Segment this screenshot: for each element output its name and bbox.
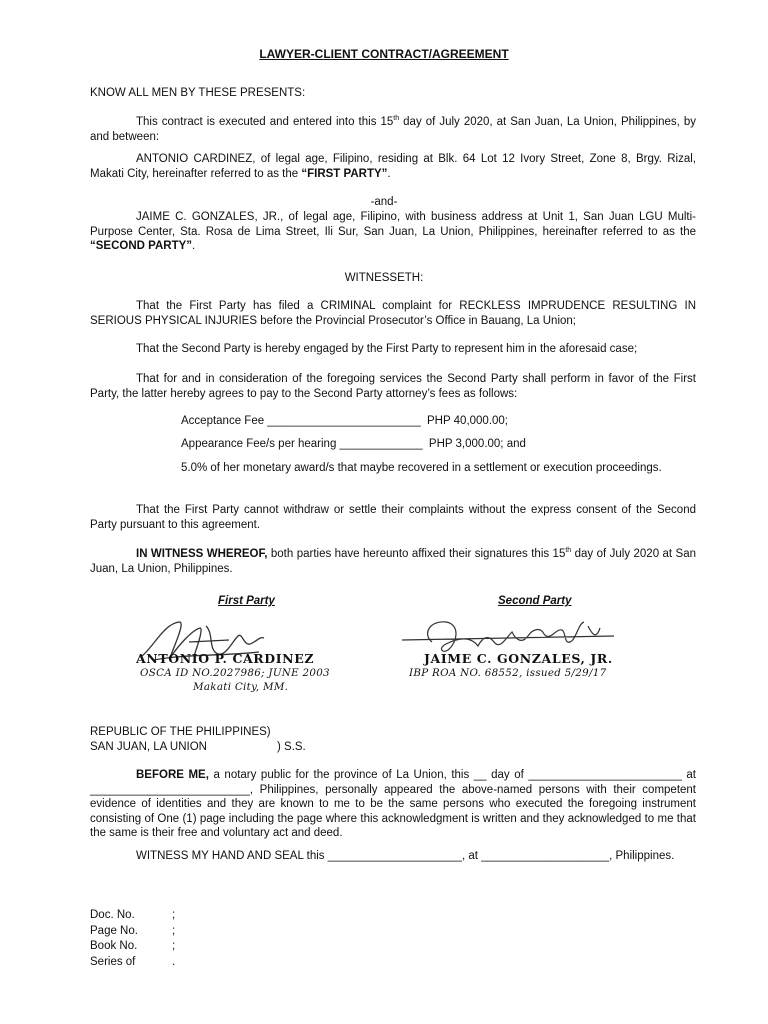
before-me-lead: BEFORE ME,	[136, 769, 209, 781]
fee-amount: PHP 40,000.00;	[427, 415, 509, 427]
engagement-paragraph: That the Second Party is hereby engaged by the First Party to represent him in the aforesaid case;	[136, 343, 638, 355]
fee-row-acceptance	[181, 414, 508, 429]
registry-label: Book No.	[90, 940, 138, 952]
witness-hand-paragraph: WITNESS MY HAND AND SEAL this _____________________, at ____________________, Philippines.	[136, 850, 675, 862]
document-title: LAWYER-CLIENT CONTRACT/AGREEMENT	[259, 47, 509, 61]
second-party-name: JAIME C. GONZALES, JR.	[424, 651, 613, 666]
registry-mark: .	[172, 956, 176, 968]
witness-whereof-text-b: day of July 2020 at San Juan, La Union, Philippines.	[90, 548, 696, 575]
intro-paragraph	[90, 115, 696, 144]
first-party-name: ANTONIO P. CARDINEZ	[136, 651, 315, 666]
intro-day-suffix: th	[393, 115, 400, 123]
witness-whereof-text-a: both parties have hereunto affixed their signatures this 15	[267, 548, 566, 560]
registry-mark: ;	[172, 909, 176, 921]
venue-province: SAN JUAN, LA UNION	[90, 741, 207, 753]
opening-line: KNOW ALL MEN BY THESE PRESENTS:	[90, 87, 306, 99]
venue-line-2	[90, 740, 306, 755]
second-party-label: Second Party	[498, 595, 572, 607]
first-party-paragraph	[90, 152, 696, 181]
fee-label: Acceptance Fee ________________________	[181, 415, 421, 427]
first-party-term: “FIRST PARTY”	[301, 167, 388, 180]
and-separator: -and-	[370, 196, 398, 208]
registry-page	[90, 924, 176, 939]
withdrawal-paragraph: That the First Party cannot withdraw or settle their complaints without the express consent of the Second Party pursuant to this agreement.	[90, 504, 696, 531]
acknowledgment-paragraph	[90, 768, 696, 841]
first-party-period: .	[387, 167, 391, 180]
percentage-clause: 5.0% of her monetary award/s that maybe recovered in a settlement or execution proceedings.	[181, 462, 662, 474]
venue-line-1: REPUBLIC OF THE PHILIPPINES)	[90, 726, 271, 738]
witness-day-suffix: th	[565, 547, 572, 555]
intro-text-a: This contract is executed and entered into this 15	[136, 116, 394, 128]
intro-text-b: day of July 2020, at San Juan, La Union, Philippines, by and between:	[90, 116, 697, 143]
registry-label: Doc. No.	[90, 909, 135, 921]
registry-doc	[90, 908, 176, 923]
witness-whereof-paragraph	[90, 547, 696, 576]
registry-series	[90, 955, 176, 970]
first-party-label: First Party	[218, 595, 275, 607]
witnesseth-heading: WITNESSETH:	[344, 272, 424, 284]
second-party-term: “SECOND PARTY”	[90, 240, 193, 253]
fee-row-appearance	[181, 437, 526, 452]
second-party-id: IBP ROA NO. 68552, issued 5/29/17	[409, 667, 607, 679]
registry-book	[90, 939, 176, 954]
venue-ss: ) S.S.	[277, 741, 306, 753]
acknowledgment-text: a notary public for the province of La Union, this __ day of ________________________ at _________________________, Philippines, personally appeared the above-named persons with their competent evidence of identities and they are known to me to be the same persons who executed the foregoing instrument consisting of One (1) page including the page where this acknowledgment is written and they acknowledged to me that the same is their free and voluntary act and deed.	[90, 769, 696, 840]
first-party-location: Makati City, MM.	[193, 681, 289, 693]
fee-label: Appearance Fee/s per hearing _____________	[181, 438, 423, 450]
fee-amount: PHP 3,000.00; and	[428, 438, 526, 450]
first-party-description: ANTONIO CARDINEZ, of legal age, Filipino, residing at Blk. 64 Lot 12 Ivory Street, Zone 8, Brgy. Rizal, Makati City, hereinafter referred to as the	[90, 153, 696, 180]
registry-mark: ;	[172, 925, 176, 937]
registry-mark: ;	[172, 940, 176, 952]
registry-label: Page No.	[90, 925, 138, 937]
registry-label: Series of	[90, 956, 136, 968]
complaint-paragraph: That the First Party has filed a CRIMINAL complaint for RECKLESS IMPRUDENCE RESULTING IN SERIOUS PHYSICAL INJURIES before the Provincial Prosecutor’s Office in Bauang, La Union;	[90, 300, 696, 327]
second-party-description: JAIME C. GONZALES, JR., of legal age, Filipino, with business address at Unit 1, San Juan LGU Multi-Purpose Center, Sta. Rosa de Lima Street, Ili Sur, San Juan, La Union, Philippines, hereinafter referred to as the	[90, 211, 696, 238]
fees-intro-paragraph: That for and in consideration of the foregoing services the Second Party shall perform in favor of the First Party, the latter hereby agrees to pay to the Second Party attorney’s fees as follows:	[90, 373, 696, 400]
first-party-id: OSCA ID NO.2027986; JUNE 2003	[140, 667, 330, 679]
witness-whereof-lead: IN WITNESS WHEREOF,	[136, 548, 268, 560]
second-party-paragraph	[90, 210, 696, 254]
second-party-period: .	[192, 240, 196, 253]
